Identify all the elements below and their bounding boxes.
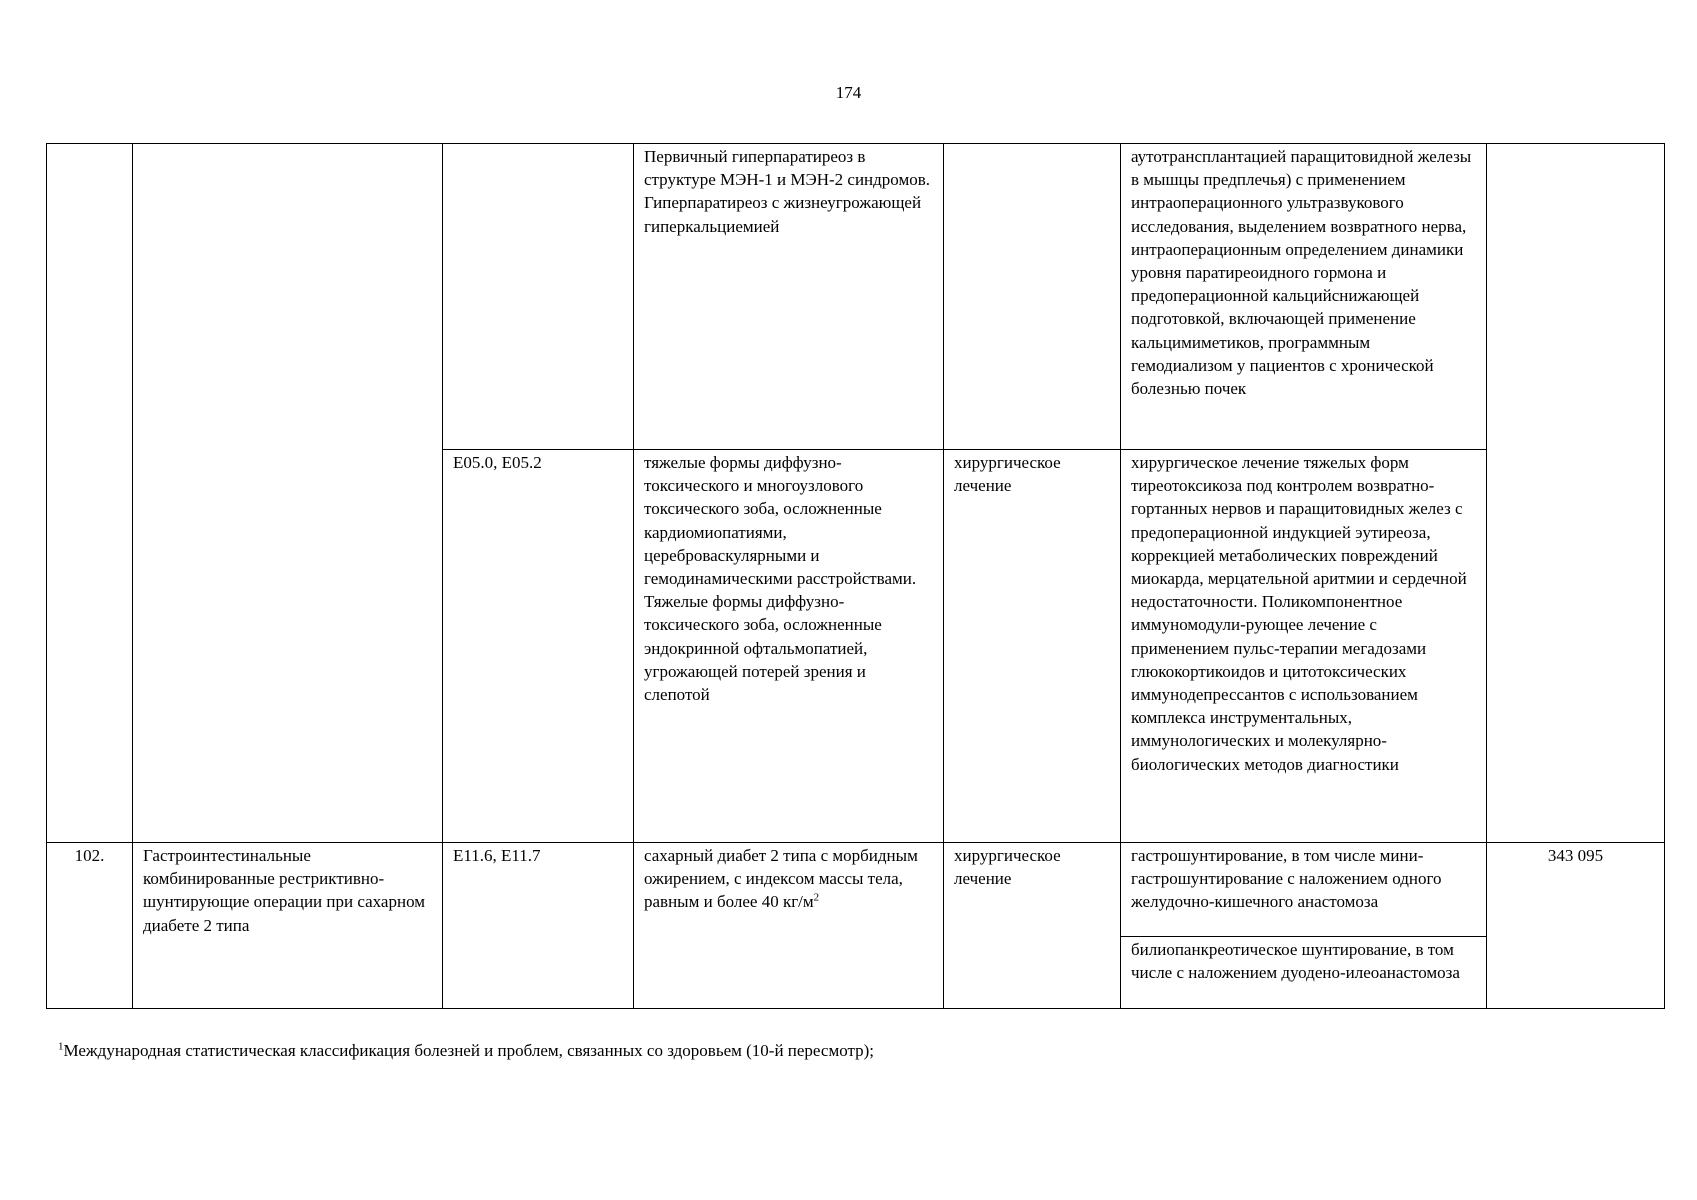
- price-cell: [1487, 843, 1665, 1009]
- icd-codes-text: E05.0, E05.2: [453, 453, 542, 472]
- treatment-method-text: хирургическое лечение тяжелых форм тиреотоксикоза под контролем возвратно-гортанных нервов и паращитовидных желез с предоперационной индукцией эутиреоза, коррекцией метаболических повреждений миокарда, мерцательной аритмии и сердечной недостаточности. Поликомпонентное иммуномодули-рующее лечение с применением пульс-терапии мегадозами глюкокортикоидов и цитотоксических иммунодепрессантов с использованием комплекса инструментальных, иммунологических и молекулярно-биологических методов диагностики: [1131, 453, 1467, 774]
- table-row: [47, 843, 1665, 937]
- treatment-type-text: хирургическое лечение: [954, 453, 1061, 496]
- page-number: 174: [835, 83, 862, 102]
- treatment-type-cell: [944, 450, 1121, 843]
- diagnosis-text: Первичный гиперпаратиреоз в структуре МЭН-1 и МЭН-2 синдромов. Гиперпаратиреоз с жизнеугрожающей гиперкальциемией: [644, 147, 930, 236]
- table-row: [47, 144, 1665, 450]
- medical-care-table: [46, 143, 1665, 1009]
- row-number-cell: [47, 144, 133, 843]
- row-number-text: 102.: [74, 846, 105, 865]
- icd-codes-text: E11.6, E11.7: [453, 846, 541, 865]
- treatment-type-text: хирургическое лечение: [954, 846, 1061, 889]
- diagnosis-text: тяжелые формы диффузно-токсического и многоузлового токсического зоба, осложненные кардиомиопатиями, цереброваскулярными и гемодинамическими расстройствами. Тяжелые формы диффузно-токсического зоба, осложненные эндокринной офтальмопатией, угрожающей потерей зрения и слепотой: [644, 453, 917, 705]
- price-text: 343 095: [1547, 846, 1604, 865]
- treatment-method-cell: [1121, 144, 1487, 450]
- diagnosis-cell: [634, 843, 944, 1009]
- row-number-cell: [47, 843, 133, 1009]
- icd-codes-cell: [443, 450, 634, 843]
- icd-codes-cell: [443, 843, 634, 1009]
- treatment-method-cell: [1121, 843, 1487, 937]
- treatment-method-text: аутотрансплантацией паращитовидной железы в мышцы предплечья) с применением интраоперационного ультразвукового исследования, выделением возвратного нерва, интраоперационным определением динамики уровня паратиреоидного гормона и предоперационной кальцийснижающей подготовкой, включающей применение кальцимиметиков, программным гемодиализом у пациентов с хронической болезнью почек: [1131, 147, 1472, 399]
- care-type-cell: [133, 843, 443, 1009]
- care-type-text: Гастроинтестинальные комбинированные рестриктивно-шунтирующие операции при сахарном диабете 2 типа: [143, 846, 426, 935]
- footnote-mark: 1: [58, 1040, 64, 1053]
- price-cell: [1487, 144, 1665, 843]
- treatment-type-cell: [944, 843, 1121, 1009]
- diagnosis-cell: [634, 450, 944, 843]
- treatment-method-text: билиопанкреотическое шунтирование, в том числе с наложением дуодено-илеоанастомоза: [1131, 940, 1460, 983]
- diagnosis-text: сахарный диабет 2 типа с морбидным ожирением, с индексом массы тела, равным и более 40 кг/м: [644, 846, 918, 912]
- care-type-cell: [133, 144, 443, 843]
- treatment-method-cell: [1121, 450, 1487, 843]
- diagnosis-cell: [634, 144, 944, 450]
- footnote-text: Международная статистическая классификация болезней и проблем, связанных со здоровьем (10-й пересмотр);: [63, 1041, 875, 1060]
- treatment-method-cell: [1121, 937, 1487, 1009]
- footnote: [58, 1041, 874, 1061]
- superscript-square: 2: [813, 891, 820, 904]
- icd-codes-cell: [443, 144, 634, 450]
- treatment-method-text: гастрошунтирование, в том числе мини-гастрошунтирование с наложением одного желудочно-кишечного анастомоза: [1131, 846, 1442, 912]
- treatment-type-cell: [944, 144, 1121, 450]
